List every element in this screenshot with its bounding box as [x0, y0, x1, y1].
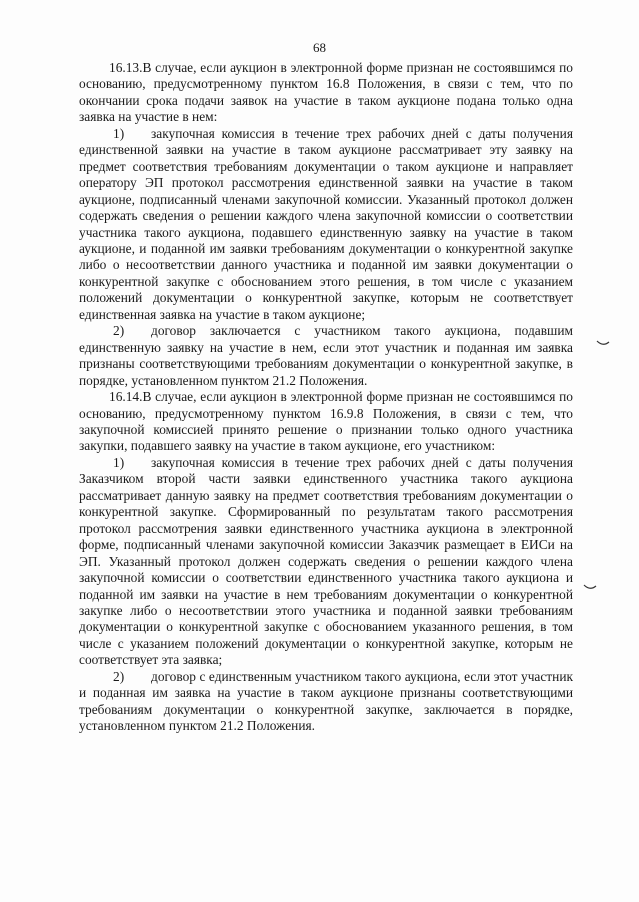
list-item: [79, 455, 573, 669]
section-intro: 16.13.В случае, если аукцион в электронной форме признан не состоявшимся по основанию, предусмотренному пунктом 16.8 Положения, в связи с тем, что по окончании срока подачи заявок на участие в таком аукционе подана только одна заявка на участие в нем:: [79, 60, 573, 125]
document-body: [79, 60, 573, 735]
item-number: 1): [113, 454, 125, 470]
list-item: [79, 669, 573, 735]
item-text: закупочная комиссия в течение трех рабочих дней с даты получения единственной заявки на участие в таком аукционе рассматривает эту заявку на предмет соответствия требованиям документации о таком аукционе и направляет оператору ЭП протокол рассмотрения единственной заявки на участие в таком аукционе, подписанный членами закупочной комиссии. Указанный протокол должен содержать сведения о решении каждого члена закупочной комиссии о соответствии участника такого аукциона, подавшего единственную заявку на участие в таком аукционе, и поданной им заявки требованиям документации о конкурентной закупке либо о несоответствии данного участника и поданной им заявки документации о конкурентной закупке с обоснованием этого решения, в том числе с указанием положений документации о конкурентной закупке, которым не соответствует единственная заявка на участие в таком аукционе;: [79, 125, 573, 322]
margin-check-mark: [596, 340, 610, 346]
section-16-13: [79, 60, 573, 389]
item-number: 2): [113, 668, 125, 684]
page-number: 68: [313, 40, 326, 55]
item-number: 1): [113, 125, 125, 141]
item-text: договор с единственным участником такого аукциона, если этот участник и поданная им заявка на участие в таком аукционе признаны соответствующими требованиям документации о конкурентной закупке, заключается в порядке, установленном пунктом 21.2 Положения.: [79, 668, 573, 734]
margin-check-mark: [583, 584, 597, 590]
section-16-14: [79, 389, 573, 735]
section-intro: 16.14.В случае, если аукцион в электронной форме признан не состоявшимся по основанию, предусмотренному пунктом 16.9.8 Положения, в связи с тем, что закупочной комиссией принято решение о признании только одного участника закупки, подавшего заявку на участие в таком аукционе, его участником:: [79, 389, 573, 454]
list-item: [79, 323, 573, 389]
item-number: 2): [113, 323, 125, 339]
item-text: закупочная комиссия в течение трех рабочих дней с даты получения Заказчиком второй части заявки единственного участника такого аукциона рассматривает данную заявку на предмет соответствия требованиям документации о конкурентной закупке. Сформированный по результатам такого рассмотрения протокол рассмотрения заявки единственного участника аукциона в электронной форме, подписанный членами закупочной комиссии Заказчик размещает в ЕИСи на ЭП. Указанный протокол должен содержать сведения о решении каждого члена закупочной комиссии о соответствии единственного участника такого аукциона и поданной им заявки на участие в нем требованиям документации о конкурентной закупке либо о несоответствии этого участника и поданной заявки требованиям документации о конкурентной закупке с обоснованием указанного решения, в том числе с указанием положений документации о конкурентной закупке, которым не соответствует эта заявка;: [79, 454, 573, 668]
list-item: [79, 126, 573, 323]
item-text: договор заключается с участником такого аукциона, подавшим единственную заявку на участие в нем, если этот участник и поданная им заявка признаны соответствующими требованиям документации о конкурентной закупке, в порядке, установленном пунктом 21.2 Положения.: [79, 323, 573, 388]
